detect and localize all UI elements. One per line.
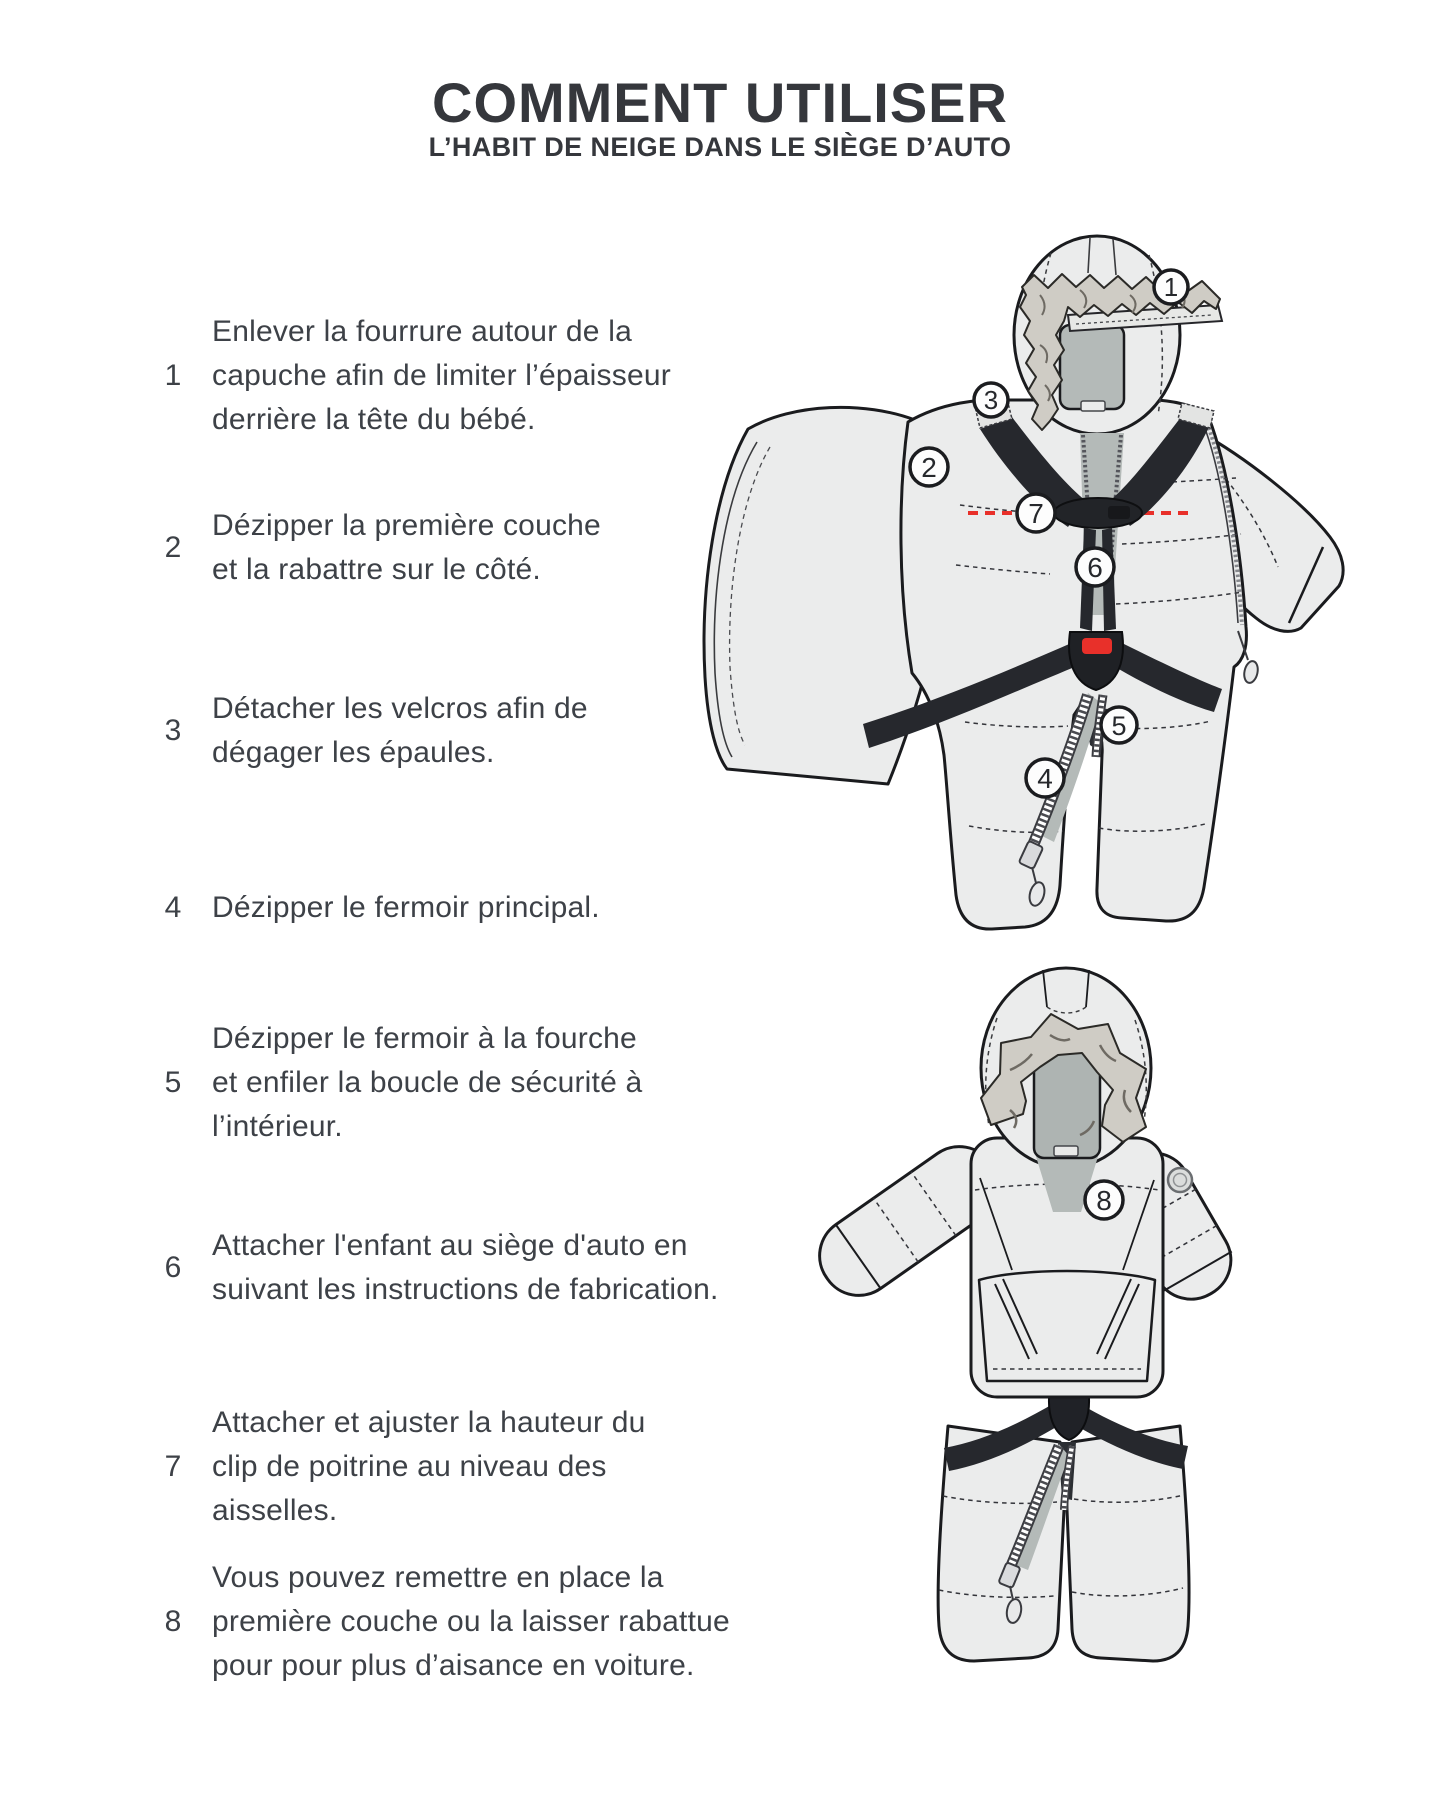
svg-text:7: 7 bbox=[1028, 498, 1044, 529]
step-number: 7 bbox=[164, 1450, 182, 1483]
step-item-2 bbox=[150, 504, 730, 592]
step-line: capuche afin de limiter l’épaisseur bbox=[212, 359, 671, 392]
callout-1-fur bbox=[1154, 270, 1188, 304]
svg-text:6: 6 bbox=[1087, 552, 1103, 583]
step-line: clip de poitrine au niveau des aisselles. bbox=[212, 1450, 607, 1527]
step-number: 1 bbox=[164, 359, 182, 392]
step-item-1 bbox=[150, 310, 730, 442]
callout-2-first-layer bbox=[910, 448, 948, 486]
svg-text:3: 3 bbox=[983, 385, 999, 415]
step-line: première couche ou la laisser rabattue bbox=[212, 1605, 730, 1638]
step-line: Vous pouvez remettre en place la bbox=[212, 1561, 664, 1594]
callout-6-harness bbox=[1076, 548, 1114, 586]
svg-text:4: 4 bbox=[1037, 763, 1053, 794]
step-item-5 bbox=[150, 1017, 730, 1149]
page-subtitle: L’HABIT DE NEIGE DANS LE SIÈGE D’AUTO bbox=[428, 132, 1012, 162]
step-text bbox=[212, 504, 601, 592]
callout-7-chest-clip bbox=[1017, 494, 1055, 532]
step-line: Détacher les velcros afin de bbox=[212, 692, 588, 725]
step-item-7 bbox=[150, 1401, 730, 1533]
step-item-8 bbox=[150, 1556, 730, 1688]
side-zipper-pull bbox=[1242, 660, 1259, 684]
step-text bbox=[212, 310, 671, 442]
callout-8-first-layer-back bbox=[1085, 1181, 1123, 1219]
step-number: 2 bbox=[164, 531, 182, 564]
step-item-3 bbox=[150, 687, 730, 775]
svg-text:8: 8 bbox=[1096, 1185, 1112, 1216]
step-text bbox=[212, 687, 588, 775]
step-line: Attacher l'enfant au siège d'auto en bbox=[212, 1229, 688, 1262]
chin-tab bbox=[1081, 401, 1105, 411]
step-line: l’intérieur. bbox=[212, 1110, 343, 1143]
step-number: 5 bbox=[164, 1066, 182, 1099]
page-title: COMMENT UTILISER bbox=[432, 71, 1008, 134]
chin-tab bbox=[1054, 1146, 1078, 1156]
step-line: Attacher et ajuster la hauteur du bbox=[212, 1406, 646, 1439]
step-item-4 bbox=[150, 886, 730, 930]
chest-clip-button bbox=[1108, 506, 1130, 519]
step-number: 4 bbox=[164, 891, 182, 924]
step-text bbox=[212, 1017, 642, 1149]
kangaroo-pocket bbox=[979, 1271, 1155, 1381]
callout-4-main-zipper bbox=[1026, 759, 1064, 797]
step-line: Enlever la fourrure autour de la bbox=[212, 315, 632, 348]
svg-text:1: 1 bbox=[1163, 272, 1179, 302]
step-line: et la rabattre sur le côté. bbox=[212, 553, 541, 586]
svg-text:2: 2 bbox=[921, 452, 937, 483]
step-line: derrière la tête du bébé. bbox=[212, 403, 536, 436]
step-line: Dézipper le fermoir principal. bbox=[212, 891, 600, 924]
step-number: 3 bbox=[164, 714, 182, 747]
step-line: Dézipper le fermoir à la fourche bbox=[212, 1022, 637, 1055]
callout-5-crotch-zipper bbox=[1101, 707, 1137, 743]
face-opening bbox=[1060, 325, 1124, 409]
illustration-snowsuit-unzipped bbox=[660, 195, 1360, 955]
step-number: 8 bbox=[164, 1605, 182, 1638]
step-line: et enfiler la boucle de sécurité à bbox=[212, 1066, 643, 1099]
step-line: pour pour plus d’aisance en voiture. bbox=[212, 1649, 695, 1682]
step-text bbox=[212, 1401, 730, 1533]
step-line: suivant les instructions de fabrication. bbox=[212, 1273, 719, 1306]
svg-text:5: 5 bbox=[1111, 711, 1127, 741]
step-item-6 bbox=[150, 1224, 730, 1312]
step-line: dégager les épaules. bbox=[212, 736, 495, 769]
step-line: Dézipper la première couche bbox=[212, 509, 601, 542]
step-text bbox=[212, 1556, 730, 1688]
step-text bbox=[212, 886, 600, 930]
step-text bbox=[212, 1224, 719, 1312]
illustration-snowsuit-fur-on bbox=[660, 950, 1240, 1680]
callout-3-velcro bbox=[974, 383, 1008, 417]
step-number: 6 bbox=[164, 1251, 182, 1284]
shoulder-badge bbox=[1168, 1168, 1192, 1192]
crotch-buckle-red-insert bbox=[1082, 638, 1112, 654]
